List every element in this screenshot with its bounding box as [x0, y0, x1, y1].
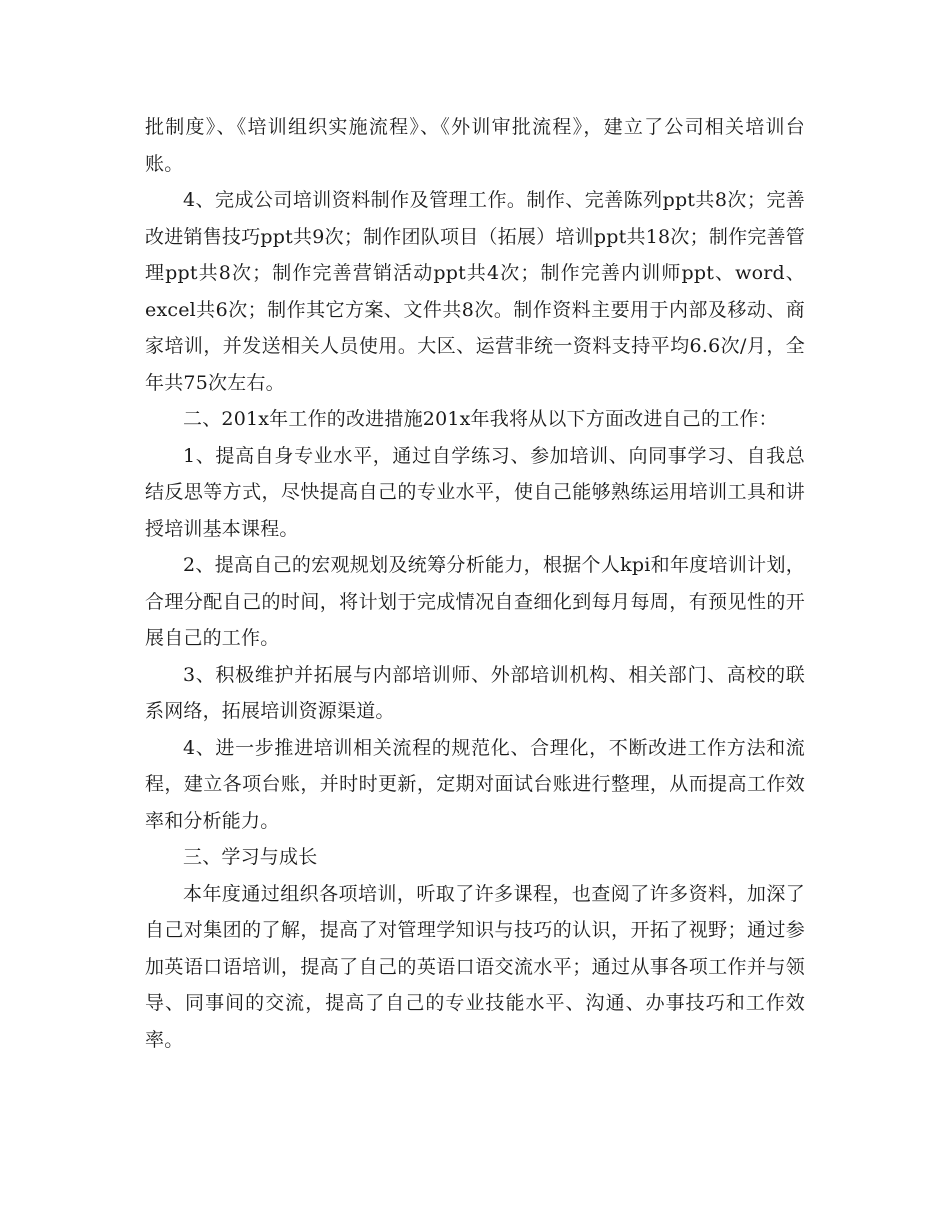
- paragraph-improvement-3: 3、积极维护并拓展与内部培训师、外部培训机构、相关部门、高校的联系网络，拓展培训资源渠道。: [145, 663, 805, 722]
- paragraph-improvement-1: 1、提高自身专业水平，通过自学练习、参加培训、向同事学习、自我总结反思等方式，尽快提高自己的专业水平，使自己能够熟练运用培训工具和讲授培训基本课程。: [145, 444, 805, 540]
- section-heading-improvements: 二、201x年工作的改进措施201x年我将从以下方面改进自己的工作：: [183, 408, 778, 430]
- paragraph-continuation: 批制度》、《培训组织实施流程》、《外训审批流程》，建立了公司相关培训台账。: [145, 116, 805, 175]
- paragraph-learning: 本年度通过组织各项培训，听取了许多课程，也查阅了许多资料，加深了自己对集团的了解，提高了对管理学知识与技巧的认识，开拓了视野；通过参加英语口语培训，提高了自己的英语口语交流水平；通过从事各项工作并与领导、同事间的交流，提高了自己的专业技能水平、沟通、办事技巧和工作效率。: [145, 882, 805, 1051]
- paragraph-item-4-materials: 4、完成公司培训资料制作及管理工作。制作、完善陈列ppt共8次；完善改进销售技巧ppt共9次；制作团队项目（拓展）培训ppt共18次；制作完善管理ppt共8次；制作完善营销活动ppt共4次；制作完善内训师ppt、word、excel共6次；制作其它方案、文件共8次。制作资料主要用于内部及移动、商家培训，并发送相关人员使用。大区、运营非统一资料支持平均6.6次/月，全年共75次左右。: [145, 189, 805, 394]
- section-heading-learning: 三、学习与成长: [183, 846, 318, 868]
- paragraph-improvement-2: 2、提高自己的宏观规划及统筹分析能力，根据个人kpi和年度培训计划，合理分配自己的时间，将计划于完成情况自查细化到每月每周，有预见性的开展自己的工作。: [145, 554, 805, 649]
- document-body: [145, 109, 805, 1058]
- paragraph-improvement-4: 4、进一步推进培训相关流程的规范化、合理化，不断改进工作方法和流程，建立各项台账，并时时更新，定期对面试台账进行整理，从而提高工作效率和分析能力。: [145, 736, 805, 832]
